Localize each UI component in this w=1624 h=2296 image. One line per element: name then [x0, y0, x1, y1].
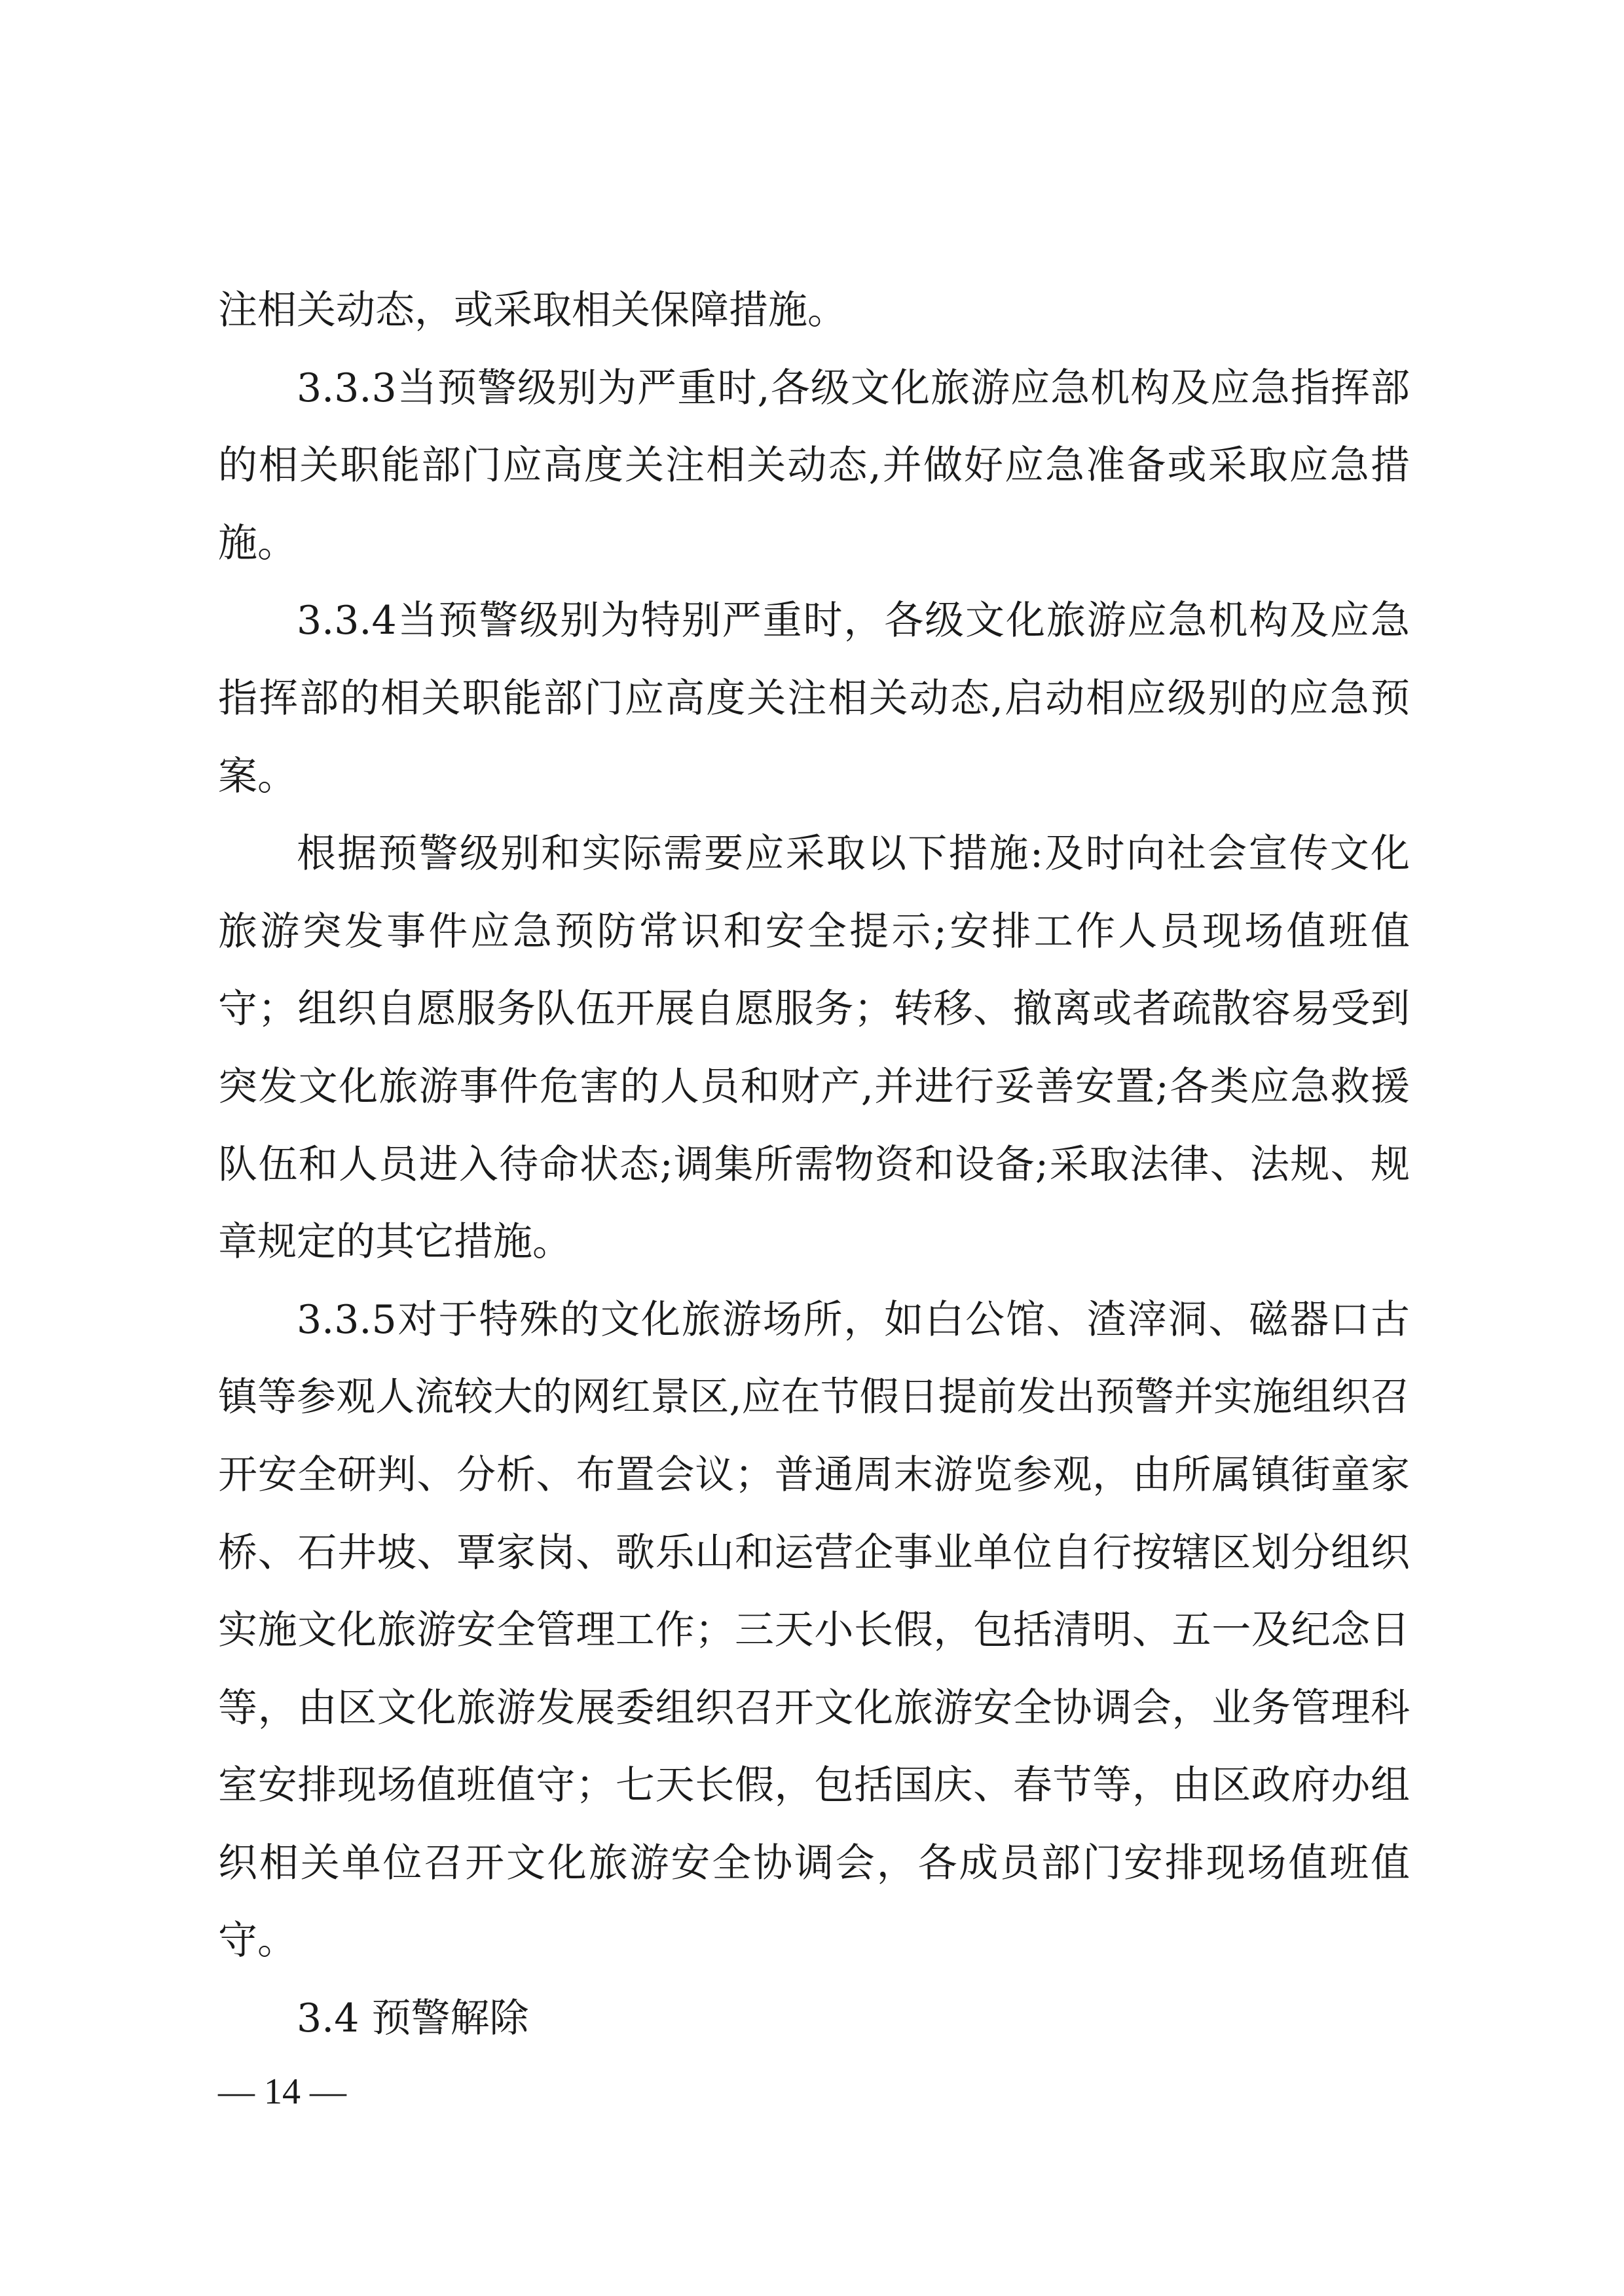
paragraph-3-3-3: 3.3.3当预警级别为严重时,各级文化旅游应急机构及应急指挥部的相关职能部门应高度关注相关动态,并做好应急准备或采取应急措施。 [218, 365, 1410, 566]
document-body [218, 272, 1410, 2058]
paragraph-continuation: 注相关动态，或采取相关保障措施。 [218, 287, 847, 333]
page-number: — 14 — [218, 2071, 346, 2112]
section-heading-3-4: 3.4 预警解除 [297, 1995, 529, 2042]
paragraph-3-3-5: 3.3.5对于特殊的文化旅游场所，如白公馆、渣滓洞、磁器口古镇等参观人流较大的网红景区,应在节假日提前发出预警并实施组织召开安全研判、分析、布置会议；普通周末游览参观，由所属镇街童家桥、石井坡、覃家岗、歌乐山和运营企事业单位自行按辖区划分组织实施文化旅游安全管理工作；三天小长假，包括清明、五一及纪念日等，由区文化旅游发展委组织召开文化旅游安全协调会，业务管理科室安排现场值班值守；七天长假，包括国庆、春节等，由区政府办组织相关单位召开文化旅游安全协调会，各成员部门安排现场值班值守。 [218, 1296, 1410, 1964]
paragraph-measures: 根据预警级别和实际需要应采取以下措施:及时向社会宣传文化旅游突发事件应急预防常识和安全提示;安排工作人员现场值班值守；组织自愿服务队伍开展自愿服务；转移、撤离或者疏散容易受到突发文化旅游事件危害的人员和财产,并进行妥善安置;各类应急救援队伍和人员进入待命状态;调集所需物资和设备;采取法律、法规、规章规定的其它措施。 [218, 831, 1410, 1266]
paragraph-3-3-4: 3.3.4当预警级别为特别严重时，各级文化旅游应急机构及应急指挥部的相关职能部门应高度关注相关动态,启动相应级别的应急预案。 [218, 598, 1410, 799]
